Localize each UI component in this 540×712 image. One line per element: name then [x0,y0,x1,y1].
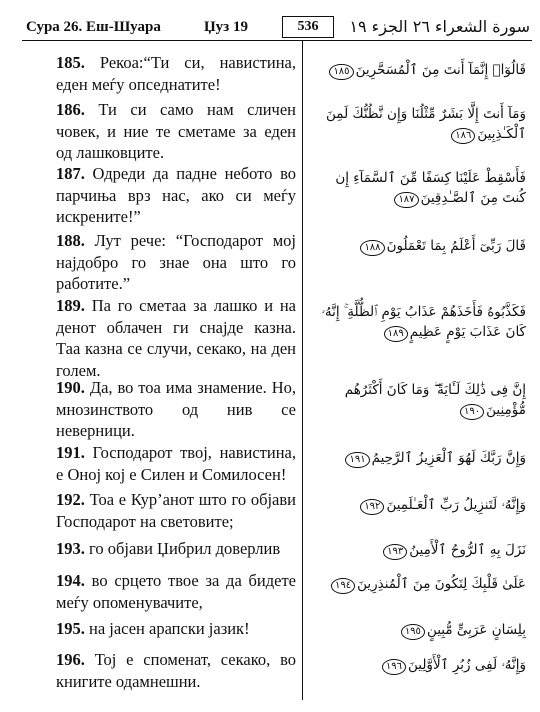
arabic-text: فَكَذَّبُوهُ فَأَخَذَهُمْ عَذَابُ يَوْمِ ٱلظُّلَّةِ ۚ إِنَّهُۥ كَانَ عَذَابَ يَوْمٍ عَظِيمٍ [321,304,526,340]
arabic-text: فَأَسْقِطْ عَلَيْنَا كِسَفًا مِّنَ ٱلسَّمَآءِ إِن كُنتَ مِنَ ٱلصَّـٰدِقِينَ [335,170,526,206]
arabic-text: وَإِنَّ رَبَّكَ لَهُوَ ٱلْعَزِيزُ ٱلرَّحِيمُ [371,450,526,466]
verse-text: на јасен арапски јазик! [89,619,250,638]
verse-number: 188. [56,231,85,250]
ayah-number-marker: ١٩٥ [401,624,425,640]
verse-text: Лут рече: “Господарот мој најдобро го знае она што го работите.” [56,231,297,293]
verse-text: Па го сметаа за лашко и на денот облачен ги снајде казна. Таа казна се случи, секако, на ден голем. [56,296,297,380]
ayah-number-marker: ١٩٢ [360,499,384,515]
arabic-text: وَإِنَّهُۥ لَفِى زُبُرِ ٱلْأَوَّلِينَ [407,657,526,673]
verse-number: 193. [56,539,85,558]
verse-186-arabic [316,104,526,144]
verse-number: 191. [56,443,85,462]
verse-189-translation [56,295,296,381]
verse-number: 190. [56,378,85,397]
ayah-number-marker: ١٩٠ [460,404,484,420]
verse-text: Господарот твој, навистина, е Оној кој е Силен и Сомилосен! [56,443,296,484]
verse-number: 185. [56,53,85,72]
ayah-number-marker: ١٨٩ [384,326,408,342]
column-divider [302,40,303,700]
arabic-text: عَلَىٰ قَلْبِكَ لِتَكُونَ مِنَ ٱلْمُنذِرِينَ [357,576,526,592]
verse-190-translation [56,377,296,442]
verse-text: Да, во тоа има знамение. Но, мнозинството од нив се неверници. [56,378,296,440]
verse-188-translation [56,230,296,295]
verse-text: Рекоа:“Ти си, навистина, еден меѓу опседнатите! [56,53,297,94]
verse-text: Одреди да падне небото во парчиња врз нас, ако си меѓу искрените!” [56,164,296,226]
header-divider [22,40,532,41]
verse-185-arabic [316,60,526,80]
verse-194-arabic [316,574,526,594]
verse-text: Ти си само нам сличен човек, и ние те сметаме за еден од лашковците. [56,100,296,162]
verse-192-translation [56,489,296,532]
verse-191-arabic [316,448,526,468]
verse-text: Тоа е Кур’анот што го објави Господарот на световите; [56,490,296,531]
arabic-text: قَالَ رَبِّىٓ أَعْلَمُ بِمَا تَعْمَلُونَ [386,238,526,254]
ayah-number-marker: ١٨٨ [360,240,384,256]
verse-number: 192. [56,490,85,509]
verse-196-arabic [316,655,526,675]
arabic-text: قَالُوٓا۟ إِنَّمَآ أَنتَ مِنَ ٱلْمُسَحَّرِينَ [355,62,526,78]
verse-188-arabic [316,236,526,256]
verse-193-arabic [316,540,526,560]
verse-193-translation [56,538,296,560]
verse-195-arabic [316,620,526,640]
verse-192-arabic [316,495,526,515]
verse-187-translation [56,163,296,228]
ayah-number-marker: ١٩٣ [383,544,407,560]
verse-text: Тој е споменат, секако, во книгите одамнешни. [56,650,297,691]
arabic-text: نَزَلَ بِهِ ٱلرُّوحُ ٱلْأَمِينُ [409,542,526,558]
ayah-number-marker: ١٨٧ [394,192,418,208]
arabic-text: وَمَآ أَنتَ إِلَّا بَشَرٌ مِّثْلُنَا وَإِن نَّظُنُّكَ لَمِنَ ٱلْكَـٰذِبِينَ [326,106,526,142]
verse-number: 186. [56,100,85,119]
verse-187-arabic [316,168,526,208]
verse-191-translation [56,442,296,485]
verse-195-translation [56,618,296,640]
verse-number: 187. [56,164,85,183]
arabic-text: بِلِسَانٍ عَرَبِىٍّ مُّبِينٍ [426,622,526,638]
ayah-number-marker: ١٩٤ [331,578,355,594]
verse-number: 196. [56,650,85,669]
sura-title: Сура 26. Еш-Шуара [26,19,161,35]
page-number: 536 [282,16,334,38]
verse-196-translation [56,649,296,692]
verse-text: во срцето твое за да бидете меѓу опоменувачите, [56,571,297,612]
verse-185-translation [56,52,296,95]
verse-189-arabic [316,302,526,342]
ayah-number-marker: ١٩٦ [382,659,406,675]
arabic-header-title: سورة الشعراء ٢٦ الجزء ١٩ [349,17,530,36]
verse-number: 189. [56,296,85,315]
verse-186-translation [56,99,296,164]
verse-number: 195. [56,619,85,638]
arabic-text: إِنَّ فِى ذَٰلِكَ لَـَٔايَةً ۖ وَمَا كَانَ أَكْثَرُهُم مُّؤْمِنِينَ [344,382,526,418]
arabic-text: وَإِنَّهُۥ لَتَنزِيلُ رَبِّ ٱلْعَـٰلَمِينَ [386,497,526,513]
juz-label: Џуз 19 [204,19,248,35]
ayah-number-marker: ١٨٦ [451,128,475,144]
verse-text: го објави Џибрил доверлив [89,539,281,558]
verse-194-translation [56,570,296,613]
ayah-number-marker: ١٩١ [345,452,369,468]
ayah-number-marker: ١٨٥ [329,64,353,80]
page-header [22,14,532,40]
verse-number: 194. [56,571,85,590]
verse-190-arabic [316,380,526,420]
